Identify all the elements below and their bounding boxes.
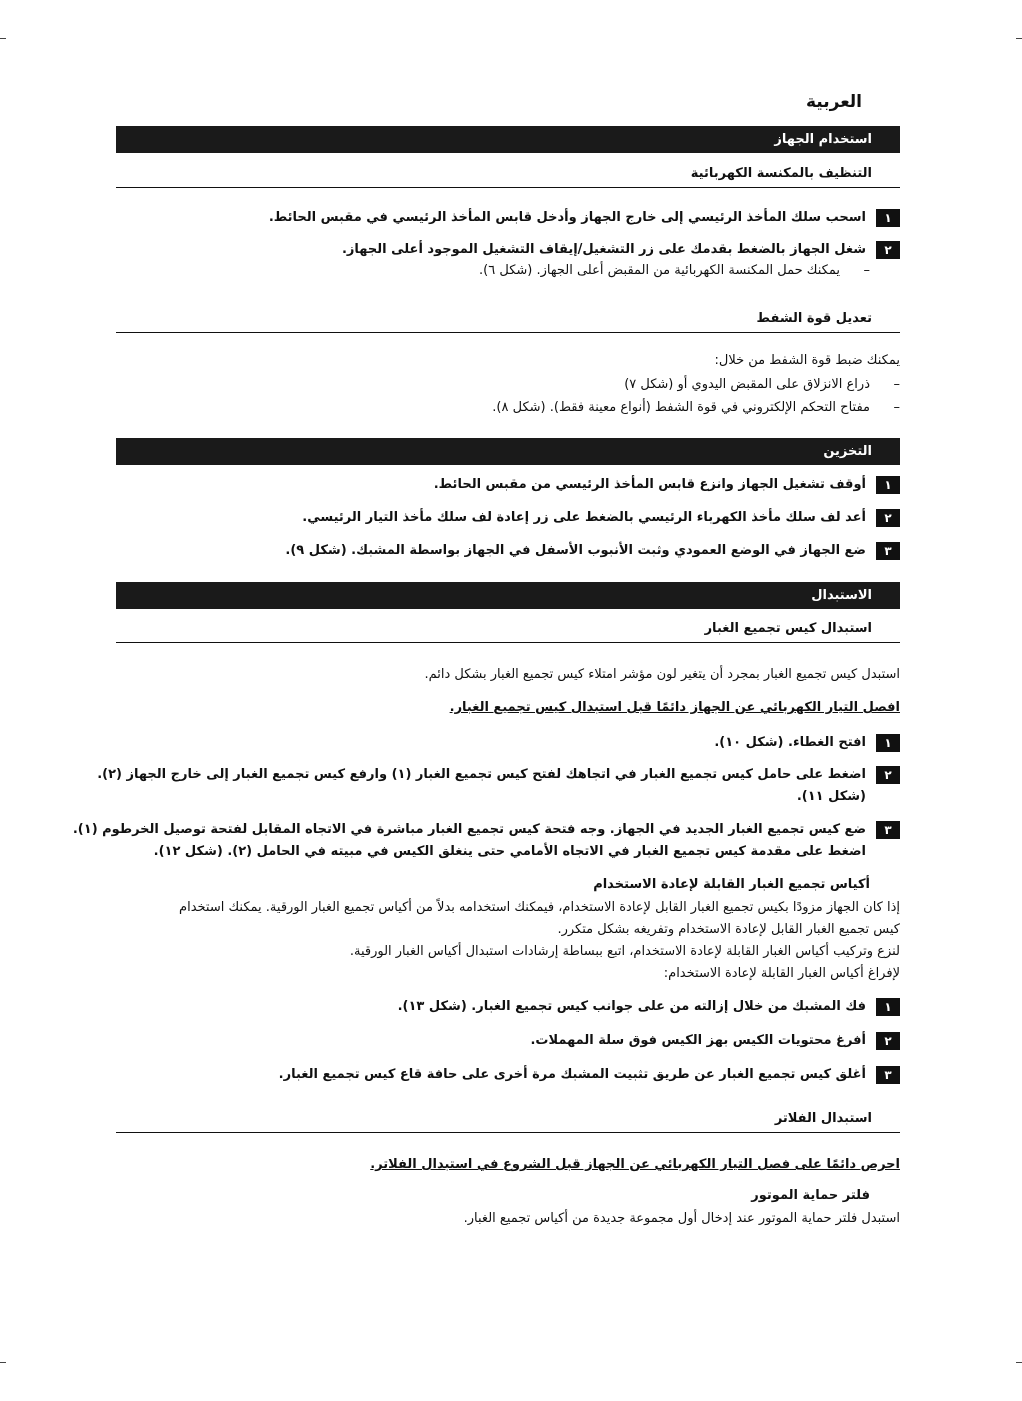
bullet-item: –يمكنك حمل المكنسة الكهربائية من المقبض أعلى الجهاز. (شكل ٦). (479, 263, 870, 278)
subheading-reusable: أكياس تجميع الغبار القابلة لإعادة الاستخدام (593, 877, 870, 892)
paragraph-line: لإفراغ أكياس الغبار القابلة لإعادة الاستخدام: (663, 966, 900, 981)
paragraph: استبدل فلتر حماية الموتور عند إدخال أول مجموعة جديدة من أكياس تجميع الغبار. (463, 1211, 900, 1226)
step-number: ٢ (876, 241, 900, 259)
step-text: أفرغ محتويات الكيس بهز الكيس فوق سلة المهملات. (530, 1033, 866, 1048)
step-number: ٣ (876, 821, 900, 839)
bullet-item: –ذراع الانزلاق على المقبض اليدوي أو (شكل ٧) (624, 377, 900, 392)
subheading-motor-filter: فلتر حماية الموتور (751, 1188, 870, 1203)
bullet-text: يمكنك حمل المكنسة الكهربائية من المقبض أعلى الجهاز. (شكل ٦). (479, 263, 840, 278)
section-header-replace: الاستبدال (116, 582, 900, 609)
step-text: أغلق كيس تجميع الغبار عن طريق تثبيت المشبك مرة أخرى على حافة قاع كيس تجميع الغبار. (278, 1067, 866, 1082)
step-number: ١ (876, 209, 900, 227)
paragraph: استبدل كيس تجميع الغبار بمجرد أن يتغير لون مؤشر امتلاء كيس تجميع الغبار بشكل دائم. (424, 667, 900, 682)
step-text: شغل الجهاز بالضغط بقدمك على زر التشغيل/إيقاف التشغيل الموجود أعلى الجهاز. (341, 242, 866, 257)
step-number: ١ (876, 998, 900, 1016)
step-item (530, 1030, 900, 1052)
step-item (342, 239, 900, 261)
warning-text: احرص دائمًا على فصل التيار الكهربائي عن الجهاز قبل الشروع في استبدال الفلاتر. (370, 1157, 900, 1172)
warning-text: افصل التيار الكهربائي عن الجهاز دائمًا قبل استبدال كيس تجميع الغبار. (449, 700, 900, 715)
subsection-title-dustbag: استبدال كيس تجميع الغبار (116, 621, 900, 643)
step-text: ضع كيس تجميع الغبار الجديد في الجهاز. وجه فتحة كيس تجميع الغبار مباشرة في الاتجاه المقابل لفتحة توصيل الخرطوم (١). (72, 822, 866, 837)
step-item (269, 207, 900, 229)
step-text: فك المشبك من خلال إزالته من على جوانب كيس تجميع الغبار. (شكل ١٣). (397, 999, 866, 1014)
step-number: ٢ (876, 509, 900, 527)
step-text: اضغط على مقدمة كيس تجميع الغبار في الاتجاه الأمامي حتى ينغلق الكيس في مبيته في الحامل (٢). (شكل ١٢). (153, 844, 866, 859)
step-text: اسحب سلك المأخذ الرئيسي إلى خارج الجهاز وأدخل قابس المأخذ الرئيسي في مقبس الحائط. (268, 210, 866, 225)
step-text: أوقف تشغيل الجهاز وانزع قابس المأخذ الرئيسي من مقبس الحائط. (433, 477, 866, 492)
subsection-title-power-cleaning: التنظيف بالمكنسة الكهربائية (116, 166, 900, 188)
crop-mark (1016, 1362, 1022, 1363)
crop-mark (0, 1362, 6, 1363)
step-text: (شكل ١١). (796, 789, 866, 804)
page-title: العربية (805, 92, 862, 112)
paragraph-line: لنزع وتركيب أكياس الغبار القابلة لإعادة الاستخدام، اتبع ببساطة إرشادات استبدال أكياس الغبار الورقية. (349, 944, 900, 959)
bullet-text: ذراع الانزلاق على المقبض اليدوي أو (شكل ٧) (624, 377, 870, 392)
step-text: افتح الغطاء. (شكل ١٠). (714, 735, 866, 750)
section-header-use: استخدام الجهاز (116, 126, 900, 153)
step-number: ٢ (876, 766, 900, 784)
step-item (398, 996, 900, 1018)
step-item (714, 732, 900, 754)
step-item (285, 540, 900, 562)
step-item (73, 819, 900, 863)
step-text: ضع الجهاز في الوضع العمودي وثبت الأنبوب الأسفل في الجهاز بواسطة المشبك. (شكل ٩). (285, 543, 866, 558)
step-number: ٣ (876, 542, 900, 560)
step-item (279, 1064, 900, 1086)
subsection-title-suction: تعديل قوة الشفط (116, 311, 900, 333)
step-item (302, 507, 900, 529)
bullet-item: –مفتاح التحكم الإلكتروني في قوة الشفط (أنواع معينة فقط). (شكل ٨). (492, 400, 900, 415)
step-text: اضغط على حامل كيس تجميع الغبار في اتجاهك لفتح كيس تجميع الغبار (١) وارفع كيس تجميع الغبار إلى خارج الجهاز (٢). (97, 767, 866, 782)
crop-mark (1016, 38, 1022, 39)
step-number: ١ (876, 476, 900, 494)
step-item (97, 764, 900, 808)
paragraph: يمكنك ضبط قوة الشفط من خلال: (714, 353, 900, 368)
step-item (434, 474, 900, 496)
step-text: أعد لف سلك مأخذ الكهرباء الرئيسي بالضغط على زر إعادة لف سلك مأخذ التيار الرئيسي. (302, 510, 866, 525)
crop-mark (0, 38, 6, 39)
step-number: ٣ (876, 1066, 900, 1084)
section-header-storage: التخزين (116, 438, 900, 465)
paragraph-line: كيس تجميع الغبار القابل لإعادة الاستخدام وتفريغه بشكل متكرر. (557, 922, 900, 937)
subsection-title-filters: استبدال الفلاتر (116, 1111, 900, 1133)
bullet-text: مفتاح التحكم الإلكتروني في قوة الشفط (أنواع معينة فقط). (شكل ٨). (492, 400, 870, 415)
paragraph-line: إذا كان الجهاز مزودًا بكيس تجميع الغبار القابل لإعادة الاستخدام، فيمكنك استخدامه بدلاً من أكياس تجميع الغبار الورقية. يمكنك استخدام (179, 900, 900, 915)
step-number: ١ (876, 734, 900, 752)
step-number: ٢ (876, 1032, 900, 1050)
